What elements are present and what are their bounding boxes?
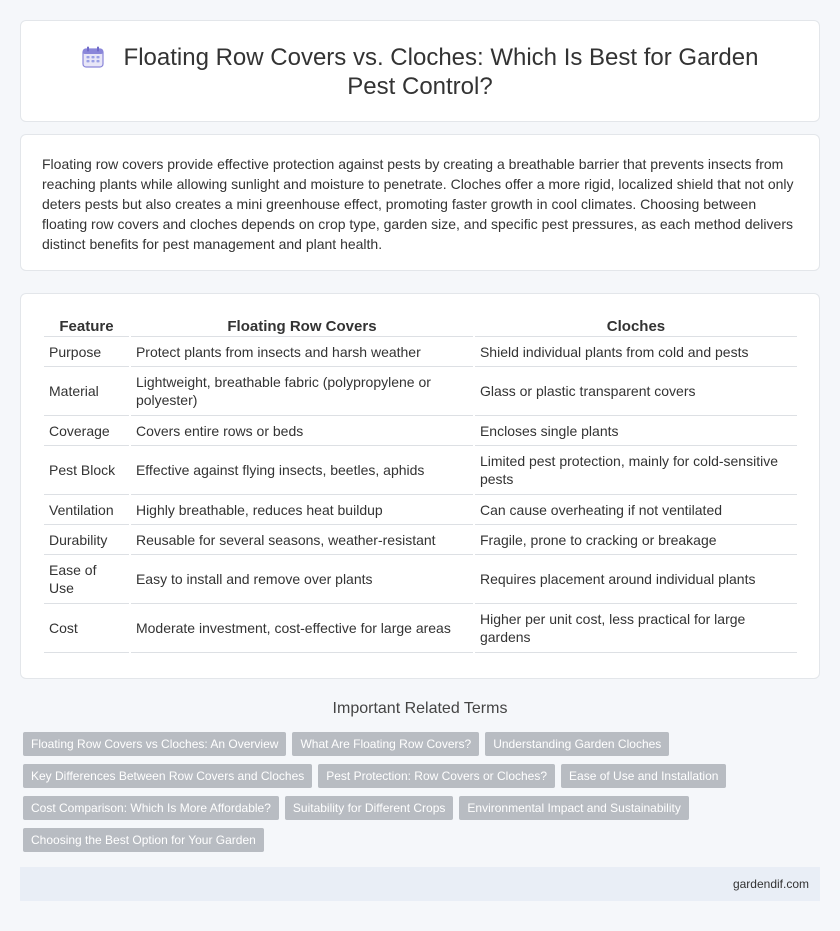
cloches-cell: Requires placement around individual plants [475, 555, 797, 604]
related-term-link[interactable]: What Are Floating Row Covers? [292, 732, 479, 756]
related-term-link[interactable]: Choosing the Best Option for Your Garden [23, 828, 264, 852]
related-term-link[interactable]: Ease of Use and Installation [561, 764, 726, 788]
feature-cell: Cost [44, 604, 129, 653]
table-row [44, 416, 797, 446]
row-covers-cell: Moderate investment, cost-effective for large areas [131, 604, 473, 653]
related-term-link[interactable]: Understanding Garden Cloches [485, 732, 669, 756]
related-term-link[interactable]: Floating Row Covers vs Cloches: An Overview [23, 732, 286, 756]
table-row [44, 367, 797, 416]
feature-cell: Material [44, 367, 129, 416]
related-term-link[interactable]: Suitability for Different Crops [285, 796, 454, 820]
feature-cell: Pest Block [44, 446, 129, 495]
title-card [20, 20, 820, 122]
related-terms-heading: Important Related Terms [332, 700, 508, 717]
table-header-row [44, 315, 797, 337]
feature-cell: Coverage [44, 416, 129, 446]
feature-cell: Ventilation [44, 495, 129, 525]
row-covers-cell: Highly breathable, reduces heat buildup [131, 495, 473, 525]
feature-cell: Durability [44, 525, 129, 555]
table-row [44, 446, 797, 495]
feature-cell: Purpose [44, 337, 129, 367]
related-term-link[interactable]: Environmental Impact and Sustainability [459, 796, 688, 820]
cloches-cell: Higher per unit cost, less practical for large gardens [475, 604, 797, 653]
table-row [44, 555, 797, 604]
related-term-link[interactable]: Cost Comparison: Which Is More Affordable? [23, 796, 279, 820]
comparison-table [42, 315, 799, 653]
cloches-cell: Fragile, prone to cracking or breakage [475, 525, 797, 555]
cloches-cell: Can cause overheating if not ventilated [475, 495, 797, 525]
intro-paragraph: Floating row covers provide effective protection against pests by creating a breathable barrier that prevents insects from reaching plants while allowing sunlight and moisture to penetrate. Cloches offer a more rigid, localized shield that not only deters pests but also creates a mini greenhouse effect, promoting faster growth in cool climates. Choosing between floating row covers and cloches depends on crop type, garden size, and specific pest pressures, as each method delivers distinct benefits for pest management and plant health. [42, 156, 794, 252]
page-heading [21, 43, 819, 101]
comparison-table-card [20, 293, 820, 679]
row-covers-cell: Protect plants from insects and harsh weather [131, 337, 473, 367]
related-term-link[interactable]: Key Differences Between Row Covers and Cloches [23, 764, 312, 788]
cloches-cell: Encloses single plants [475, 416, 797, 446]
footer [20, 867, 820, 901]
feature-cell: Ease of Use [44, 555, 129, 604]
cloches-cell: Shield individual plants from cold and pests [475, 337, 797, 367]
related-terms-list [23, 732, 813, 852]
table-row [44, 604, 797, 653]
row-covers-cell: Reusable for several seasons, weather-resistant [131, 525, 473, 555]
intro-card [20, 134, 820, 271]
header-cloches: Cloches [475, 315, 797, 337]
row-covers-cell: Lightweight, breathable fabric (polypropylene or polyester) [131, 367, 473, 416]
row-covers-cell: Easy to install and remove over plants [131, 555, 473, 604]
header-floating-row-covers: Floating Row Covers [131, 315, 473, 337]
calendar-icon [82, 46, 104, 68]
row-covers-cell: Effective against flying insects, beetles, aphids [131, 446, 473, 495]
related-term-link[interactable]: Pest Protection: Row Covers or Cloches? [318, 764, 555, 788]
cloches-cell: Glass or plastic transparent covers [475, 367, 797, 416]
table-row [44, 337, 797, 367]
footer-site-name: gardendif.com [732, 877, 809, 891]
row-covers-cell: Covers entire rows or beds [131, 416, 473, 446]
page-title: Floating Row Covers vs. Cloches: Which Is Best for Garden Pest Control? [123, 44, 759, 100]
table-row [44, 495, 797, 525]
cloches-cell: Limited pest protection, mainly for cold-sensitive pests [475, 446, 797, 495]
header-feature: Feature [44, 315, 129, 337]
table-row [44, 525, 797, 555]
